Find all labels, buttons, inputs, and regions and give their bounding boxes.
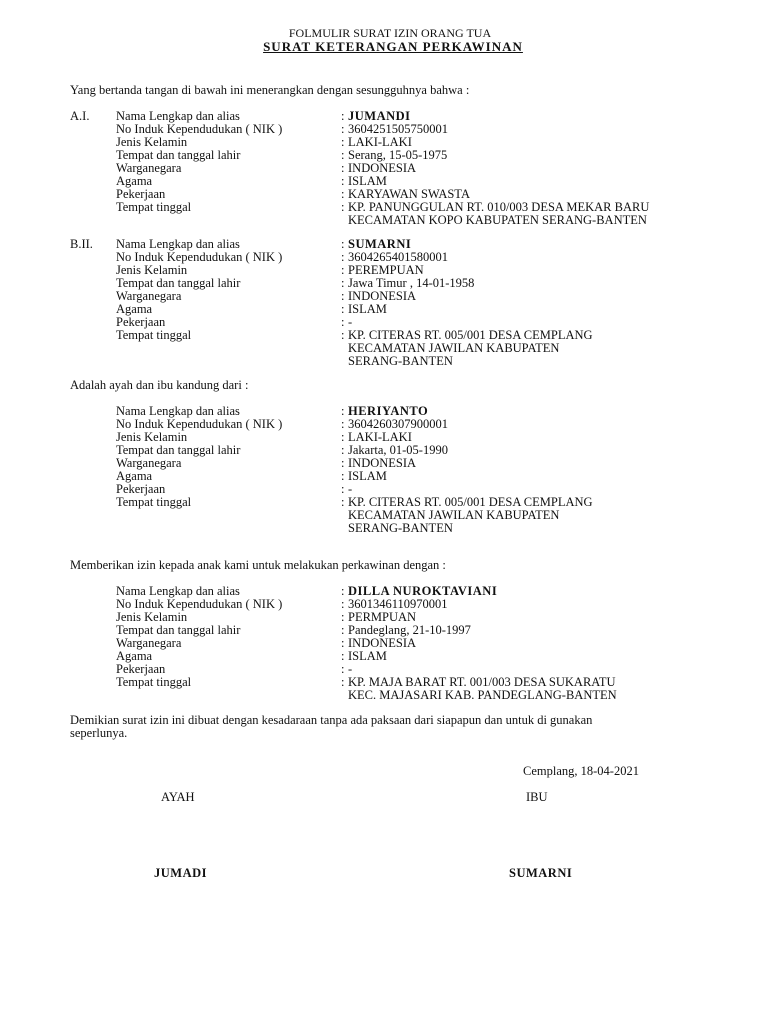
label-name: Nama Lengkap dan alias bbox=[116, 237, 240, 251]
label-birth: Tempat dan tanggal lahir bbox=[116, 148, 241, 162]
child-gender: LAKI-LAKI bbox=[348, 430, 412, 444]
label-nik: No Induk Kependudukan ( NIK ) bbox=[116, 417, 283, 431]
child-name: HERIYANTO bbox=[348, 404, 429, 418]
label-job: Pekerjaan bbox=[116, 662, 166, 676]
child-address: KP. CITERAS RT. 005/001 DESA CEMPLANG bbox=[348, 495, 593, 509]
label-nik: No Induk Kependudukan ( NIK ) bbox=[116, 122, 283, 136]
partner-address-cont: KEC. MAJASARI KAB. PANDEGLANG-BANTEN bbox=[348, 688, 617, 702]
label-citizenship: Warganegara bbox=[116, 456, 182, 470]
mother-religion: ISLAM bbox=[348, 302, 387, 316]
father-religion: ISLAM bbox=[348, 174, 387, 188]
partner-intro-text: Memberikan izin kepada anak kami untuk melakukan perkawinan dengan : bbox=[70, 558, 446, 572]
partner-job: - bbox=[348, 662, 353, 676]
mother-nik: 3604265401580001 bbox=[348, 250, 448, 264]
form-title-main: SURAT KETERANGAN PERKAWINAN bbox=[263, 39, 523, 54]
mother-job: - bbox=[348, 315, 353, 329]
closing-line: seperlunya. bbox=[70, 726, 128, 740]
closing-line: Demikian surat izin ini dibuat dengan kesadaraan tanpa ada paksaan dari siapapun dan untuk di gunakan bbox=[70, 713, 593, 727]
child-address-cont: KECAMATAN JAWILAN KABUPATEN bbox=[348, 508, 560, 522]
label-address: Tempat tinggal bbox=[116, 328, 192, 342]
mother-section: B.II. Nama Lengkap dan alias : SUMARNI No Induk Kependudukan ( NIK ) : 3604265401580001 Jenis Kelamin : PEREMPUAN Tempat dan tanggal lahir : Jawa Timur , 14-01-1958 Warganegara : INDONESIA Agama : ISLAM Pekerjaan : - Tempat tinggal : KP. CITERAS RT. 005/001 DESA CEMPLANG KECAMATAN JAWILAN KABUPATEN SERANG-BANTEN bbox=[70, 237, 593, 368]
child-address-cont: SERANG-BANTEN bbox=[348, 521, 453, 535]
label-citizenship: Warganegara bbox=[116, 289, 182, 303]
signature-role-mother: IBU bbox=[526, 790, 548, 804]
signature-name-mother: SUMARNI bbox=[509, 866, 573, 880]
form-title-small: FOLMULIR SURAT IZIN ORANG TUA bbox=[288, 26, 492, 40]
father-address: KP. PANUNGGULAN RT. 010/003 DESA MEKAR BARU bbox=[348, 200, 650, 214]
father-gender: LAKI-LAKI bbox=[348, 135, 412, 149]
signature-role-father: AYAH bbox=[161, 790, 195, 804]
child-intro-text: Adalah ayah dan ibu kandung dari : bbox=[70, 378, 249, 392]
label-citizenship: Warganegara bbox=[116, 161, 182, 175]
mother-address: KP. CITERAS RT. 005/001 DESA CEMPLANG bbox=[348, 328, 593, 342]
mother-id: B.II. bbox=[70, 237, 93, 251]
label-religion: Agama bbox=[116, 469, 153, 483]
mother-citizenship: INDONESIA bbox=[348, 289, 417, 303]
label-gender: Jenis Kelamin bbox=[116, 263, 188, 277]
partner-gender: PERMPUAN bbox=[348, 610, 417, 624]
label-address: Tempat tinggal bbox=[116, 495, 192, 509]
label-birth: Tempat dan tanggal lahir bbox=[116, 623, 241, 637]
label-nik: No Induk Kependudukan ( NIK ) bbox=[116, 250, 283, 264]
label-citizenship: Warganegara bbox=[116, 636, 182, 650]
label-address: Tempat tinggal bbox=[116, 675, 192, 689]
label-religion: Agama bbox=[116, 302, 153, 316]
label-religion: Agama bbox=[116, 174, 153, 188]
child-section: Nama Lengkap dan alias : HERIYANTO No Induk Kependudukan ( NIK ) : 3604260307900001 Jenis Kelamin : LAKI-LAKI Tempat dan tanggal lahir : Jakarta, 01-05-1990 Warganegara : INDONESIA Agama : ISLAM Pekerjaan : - Tempat tinggal : KP. CITERAS RT. 005/001 DESA CEMPLANG KECAMATAN JAWILAN KABUPATEN SERANG-BANTEN bbox=[116, 404, 593, 535]
father-section: A.I. Nama Lengkap dan alias : JUMANDI No Induk Kependudukan ( NIK ) : 3604251505750001 Jenis Kelamin : LAKI-LAKI Tempat dan tanggal lahir : Serang, 15-05-1975 Warganegara : INDONESIA Agama : ISLAM Pekerjaan : KARYAWAN SWASTA Tempat tinggal : KP. PANUNGGULAN RT. 010/003 DESA MEKAR BARU KECAMATAN KOPO KABUPATEN SERANG-BANTEN bbox=[70, 109, 650, 227]
father-birth: Serang, 15-05-1975 bbox=[348, 148, 448, 162]
father-id: A.I. bbox=[70, 109, 90, 123]
partner-birth: Pandeglang, 21-10-1997 bbox=[348, 623, 471, 637]
child-job: - bbox=[348, 482, 353, 496]
father-citizenship: INDONESIA bbox=[348, 161, 417, 175]
label-address: Tempat tinggal bbox=[116, 200, 192, 214]
child-birth: Jakarta, 01-05-1990 bbox=[348, 443, 448, 457]
mother-gender: PEREMPUAN bbox=[348, 263, 424, 277]
label-name: Nama Lengkap dan alias bbox=[116, 404, 240, 418]
child-citizenship: INDONESIA bbox=[348, 456, 417, 470]
partner-section: Nama Lengkap dan alias : DILLA NUROKTAVIANI No Induk Kependudukan ( NIK ) : 3601346110970001 Jenis Kelamin : PERMPUAN Tempat dan tanggal lahir : Pandeglang, 21-10-1997 Warganegara : INDONESIA Agama : ISLAM Pekerjaan : - Tempat tinggal : KP. MAJA BARAT RT. 001/003 DESA SUKARATU KEC. MAJASARI KAB. PANDEGLANG-BANTEN bbox=[116, 584, 617, 702]
intro-text: Yang bertanda tangan di bawah ini menerangkan dengan sesungguhnya bahwa : bbox=[70, 83, 470, 97]
label-religion: Agama bbox=[116, 649, 153, 663]
label-birth: Tempat dan tanggal lahir bbox=[116, 443, 241, 457]
father-name: JUMANDI bbox=[348, 109, 411, 123]
partner-name: DILLA NUROKTAVIANI bbox=[348, 584, 498, 598]
label-name: Nama Lengkap dan alias bbox=[116, 109, 240, 123]
label-birth: Tempat dan tanggal lahir bbox=[116, 276, 241, 290]
label-job: Pekerjaan bbox=[116, 315, 166, 329]
mother-name: SUMARNI bbox=[348, 237, 412, 251]
label-job: Pekerjaan bbox=[116, 187, 166, 201]
label-gender: Jenis Kelamin bbox=[116, 430, 188, 444]
child-religion: ISLAM bbox=[348, 469, 387, 483]
father-job: KARYAWAN SWASTA bbox=[348, 187, 470, 201]
label-gender: Jenis Kelamin bbox=[116, 610, 188, 624]
signature-name-father: JUMADI bbox=[154, 866, 207, 880]
label-name: Nama Lengkap dan alias bbox=[116, 584, 240, 598]
label-nik: No Induk Kependudukan ( NIK ) bbox=[116, 597, 283, 611]
label-job: Pekerjaan bbox=[116, 482, 166, 496]
mother-address-cont: KECAMATAN JAWILAN KABUPATEN bbox=[348, 341, 560, 355]
closing-text bbox=[70, 714, 710, 740]
partner-nik: 3601346110970001 bbox=[348, 597, 448, 611]
father-address-cont: KECAMATAN KOPO KABUPATEN SERANG-BANTEN bbox=[348, 213, 647, 227]
place-date: Cemplang, 18-04-2021 bbox=[523, 764, 639, 778]
mother-address-cont: SERANG-BANTEN bbox=[348, 354, 453, 368]
child-nik: 3604260307900001 bbox=[348, 417, 448, 431]
father-nik: 3604251505750001 bbox=[348, 122, 448, 136]
partner-religion: ISLAM bbox=[348, 649, 387, 663]
label-gender: Jenis Kelamin bbox=[116, 135, 188, 149]
mother-birth: Jawa Timur , 14-01-1958 bbox=[348, 276, 475, 290]
partner-citizenship: INDONESIA bbox=[348, 636, 417, 650]
partner-address: KP. MAJA BARAT RT. 001/003 DESA SUKARATU bbox=[348, 675, 616, 689]
